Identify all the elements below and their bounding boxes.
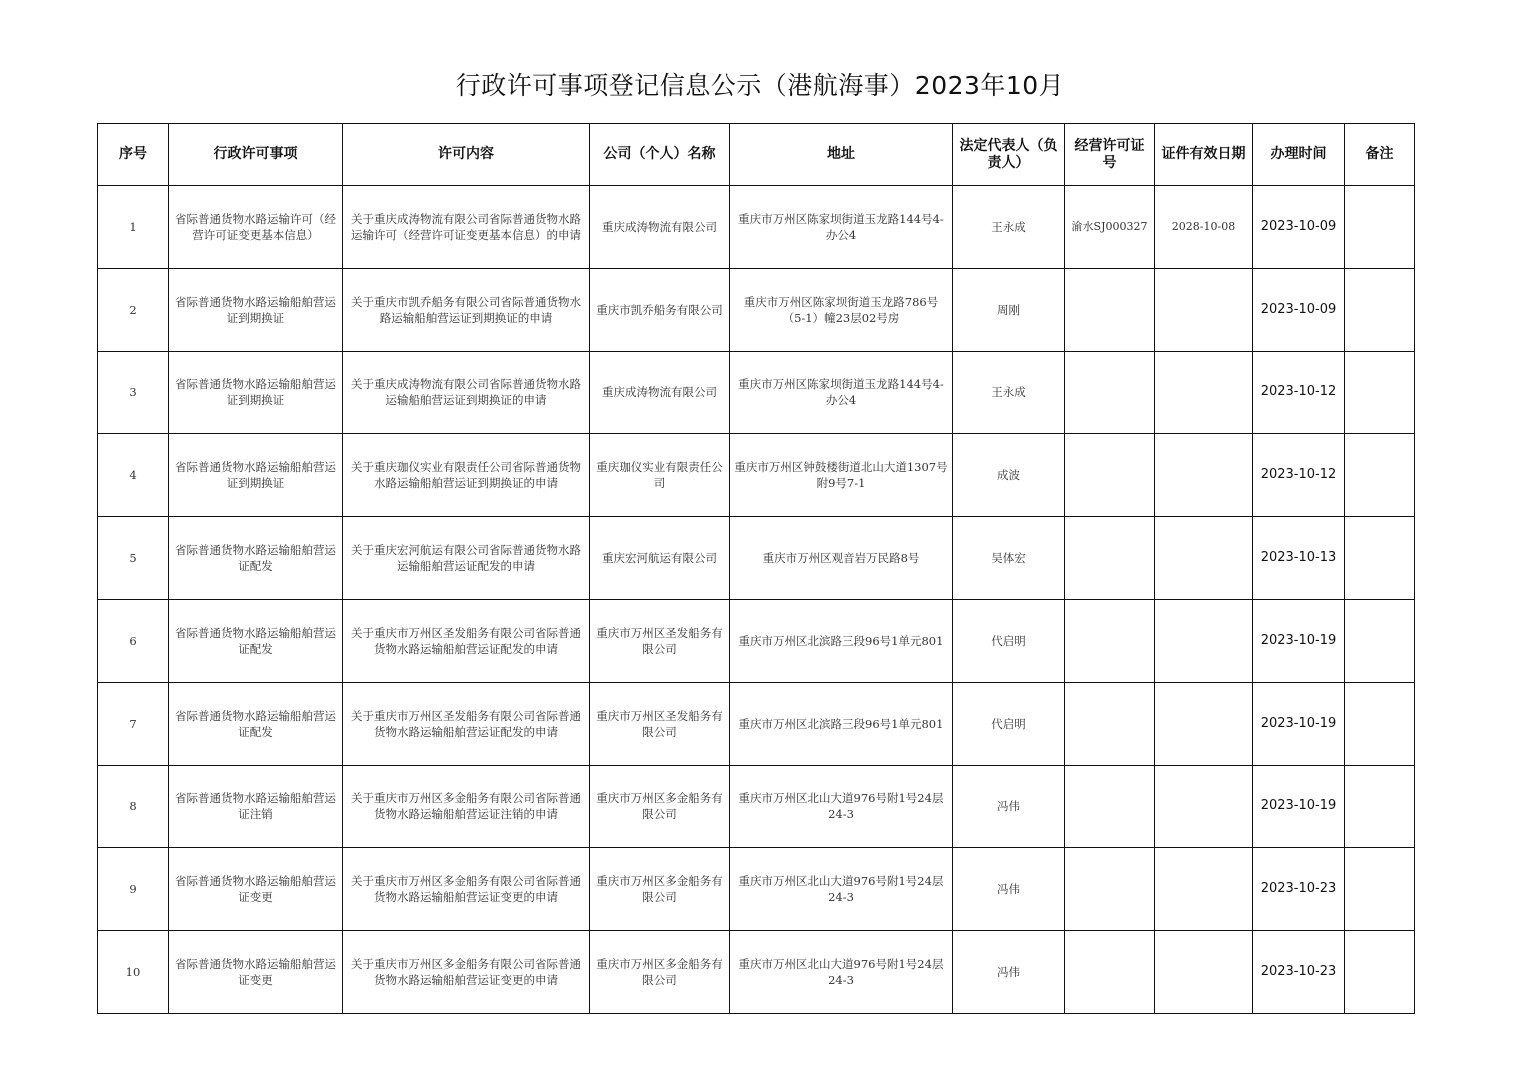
cell-company: 重庆市万州区多金船务有限公司: [590, 931, 730, 1014]
cell-item: 省际普通货物水路运输船舶营运证注销: [169, 765, 343, 848]
cell-no: 9: [98, 848, 169, 931]
cell-address: 重庆市万州区北滨路三段96号1单元801: [730, 599, 953, 682]
column-header-address: 地址: [730, 124, 953, 186]
cell-representative: 周刚: [953, 268, 1065, 351]
cell-no: 4: [98, 434, 169, 517]
cell-processing-time: 2023-10-23: [1253, 931, 1345, 1014]
cell-address: 重庆市万州区北滨路三段96号1单元801: [730, 682, 953, 765]
cell-license-number: [1065, 268, 1155, 351]
cell-content: 关于重庆市万州区圣发船务有限公司省际普通货物水路运输船舶营运证配发的申请: [343, 599, 590, 682]
cell-remark: [1345, 434, 1415, 517]
cell-address: 重庆市万州区北山大道976号附1号24层24-3: [730, 848, 953, 931]
column-header-license-number: 经营许可证号: [1065, 124, 1155, 186]
cell-item: 省际普通货物水路运输船舶营运证变更: [169, 931, 343, 1014]
cell-representative: 冯伟: [953, 931, 1065, 1014]
table-row: [98, 434, 1415, 517]
cell-company: 重庆成涛物流有限公司: [590, 351, 730, 434]
cell-address: 重庆市万州区观音岩万民路8号: [730, 517, 953, 600]
column-header-item: 行政许可事项: [169, 124, 343, 186]
table-row: [98, 848, 1415, 931]
cell-content: 关于重庆成涛物流有限公司省际普通货物水路运输船舶营运证到期换证的申请: [343, 351, 590, 434]
cell-company: 重庆市万州区多金船务有限公司: [590, 765, 730, 848]
table-row: [98, 517, 1415, 600]
table-row: [98, 268, 1415, 351]
cell-remark: [1345, 682, 1415, 765]
cell-company: 重庆珈仪实业有限责任公司: [590, 434, 730, 517]
cell-no: 10: [98, 931, 169, 1014]
cell-representative: 冯伟: [953, 848, 1065, 931]
table-row: [98, 931, 1415, 1014]
cell-expiry-date: 2028-10-08: [1155, 186, 1253, 269]
cell-expiry-date: [1155, 434, 1253, 517]
cell-address: 重庆市万州区北山大道976号附1号24层24-3: [730, 931, 953, 1014]
cell-no: 5: [98, 517, 169, 600]
cell-license-number: [1065, 517, 1155, 600]
cell-representative: 代启明: [953, 599, 1065, 682]
cell-company: 重庆宏河航运有限公司: [590, 517, 730, 600]
cell-item: 省际普通货物水路运输船舶营运证到期换证: [169, 268, 343, 351]
cell-content: 关于重庆成涛物流有限公司省际普通货物水路运输许可（经营许可证变更基本信息）的申请: [343, 186, 590, 269]
cell-expiry-date: [1155, 517, 1253, 600]
license-table: [97, 123, 1415, 1014]
cell-no: 8: [98, 765, 169, 848]
column-header-content: 许可内容: [343, 124, 590, 186]
cell-processing-time: 2023-10-13: [1253, 517, 1345, 600]
cell-company: 重庆成涛物流有限公司: [590, 186, 730, 269]
cell-no: 7: [98, 682, 169, 765]
cell-processing-time: 2023-10-19: [1253, 765, 1345, 848]
column-header-representative: 法定代表人（负责人）: [953, 124, 1065, 186]
cell-content: 关于重庆宏河航运有限公司省际普通货物水路运输船舶营运证配发的申请: [343, 517, 590, 600]
cell-remark: [1345, 599, 1415, 682]
cell-company: 重庆市万州区圣发船务有限公司: [590, 599, 730, 682]
cell-processing-time: 2023-10-12: [1253, 351, 1345, 434]
cell-processing-time: 2023-10-09: [1253, 268, 1345, 351]
column-header-expiry-date: 证件有效日期: [1155, 124, 1253, 186]
cell-item: 省际普通货物水路运输许可（经营许可证变更基本信息）: [169, 186, 343, 269]
cell-expiry-date: [1155, 682, 1253, 765]
cell-license-number: [1065, 682, 1155, 765]
cell-company: 重庆市万州区多金船务有限公司: [590, 848, 730, 931]
cell-no: 6: [98, 599, 169, 682]
cell-remark: [1345, 517, 1415, 600]
table-body: [98, 186, 1415, 1014]
cell-content: 关于重庆市万州区多金船务有限公司省际普通货物水路运输船舶营运证变更的申请: [343, 848, 590, 931]
cell-no: 3: [98, 351, 169, 434]
cell-address: 重庆市万州区陈家坝街道玉龙路144号4-办公4: [730, 351, 953, 434]
cell-address: 重庆市万州区钟鼓楼街道北山大道1307号附9号7-1: [730, 434, 953, 517]
cell-no: 2: [98, 268, 169, 351]
cell-content: 关于重庆珈仪实业有限责任公司省际普通货物水路运输船舶营运证到期换证的申请: [343, 434, 590, 517]
cell-processing-time: 2023-10-09: [1253, 186, 1345, 269]
cell-license-number: [1065, 434, 1155, 517]
table-header-row: [98, 124, 1415, 186]
cell-license-number: [1065, 931, 1155, 1014]
cell-content: 关于重庆市万州区圣发船务有限公司省际普通货物水路运输船舶营运证配发的申请: [343, 682, 590, 765]
cell-remark: [1345, 848, 1415, 931]
cell-license-number: [1065, 599, 1155, 682]
cell-remark: [1345, 186, 1415, 269]
table-row: [98, 765, 1415, 848]
cell-processing-time: 2023-10-19: [1253, 599, 1345, 682]
cell-license-number: 渝水SJ000327: [1065, 186, 1155, 269]
cell-company: 重庆市凯乔船务有限公司: [590, 268, 730, 351]
cell-item: 省际普通货物水路运输船舶营运证配发: [169, 682, 343, 765]
cell-expiry-date: [1155, 848, 1253, 931]
cell-remark: [1345, 351, 1415, 434]
cell-expiry-date: [1155, 351, 1253, 434]
cell-expiry-date: [1155, 599, 1253, 682]
cell-representative: 代启明: [953, 682, 1065, 765]
cell-representative: 王永成: [953, 186, 1065, 269]
cell-company: 重庆市万州区圣发船务有限公司: [590, 682, 730, 765]
column-header-processing-time: 办理时间: [1253, 124, 1345, 186]
cell-license-number: [1065, 848, 1155, 931]
cell-content: 关于重庆市凯乔船务有限公司省际普通货物水路运输船舶营运证到期换证的申请: [343, 268, 590, 351]
table-row: [98, 351, 1415, 434]
table-row: [98, 186, 1415, 269]
cell-no: 1: [98, 186, 169, 269]
cell-remark: [1345, 765, 1415, 848]
cell-remark: [1345, 931, 1415, 1014]
column-header-remark: 备注: [1345, 124, 1415, 186]
cell-item: 省际普通货物水路运输船舶营运证到期换证: [169, 351, 343, 434]
table-row: [98, 599, 1415, 682]
column-header-no: 序号: [98, 124, 169, 186]
cell-processing-time: 2023-10-19: [1253, 682, 1345, 765]
cell-item: 省际普通货物水路运输船舶营运证变更: [169, 848, 343, 931]
cell-content: 关于重庆市万州区多金船务有限公司省际普通货物水路运输船舶营运证注销的申请: [343, 765, 590, 848]
cell-representative: 成波: [953, 434, 1065, 517]
cell-representative: 吴体宏: [953, 517, 1065, 600]
cell-license-number: [1065, 765, 1155, 848]
cell-expiry-date: [1155, 765, 1253, 848]
cell-remark: [1345, 268, 1415, 351]
column-header-company: 公司（个人）名称: [590, 124, 730, 186]
page-title: 行政许可事项登记信息公示（港航海事）2023年10月: [455, 71, 1065, 100]
cell-item: 省际普通货物水路运输船舶营运证到期换证: [169, 434, 343, 517]
cell-content: 关于重庆市万州区多金船务有限公司省际普通货物水路运输船舶营运证变更的申请: [343, 931, 590, 1014]
cell-address: 重庆市万州区陈家坝街道玉龙路786号（5-1）幢23层02号房: [730, 268, 953, 351]
cell-expiry-date: [1155, 268, 1253, 351]
table-row: [98, 682, 1415, 765]
cell-processing-time: 2023-10-23: [1253, 848, 1345, 931]
cell-license-number: [1065, 351, 1155, 434]
cell-expiry-date: [1155, 931, 1253, 1014]
cell-address: 重庆市万州区北山大道976号附1号24层24-3: [730, 765, 953, 848]
cell-processing-time: 2023-10-12: [1253, 434, 1345, 517]
cell-representative: 王永成: [953, 351, 1065, 434]
cell-representative: 冯伟: [953, 765, 1065, 848]
cell-item: 省际普通货物水路运输船舶营运证配发: [169, 599, 343, 682]
cell-address: 重庆市万州区陈家坝街道玉龙路144号4-办公4: [730, 186, 953, 269]
cell-item: 省际普通货物水路运输船舶营运证配发: [169, 517, 343, 600]
